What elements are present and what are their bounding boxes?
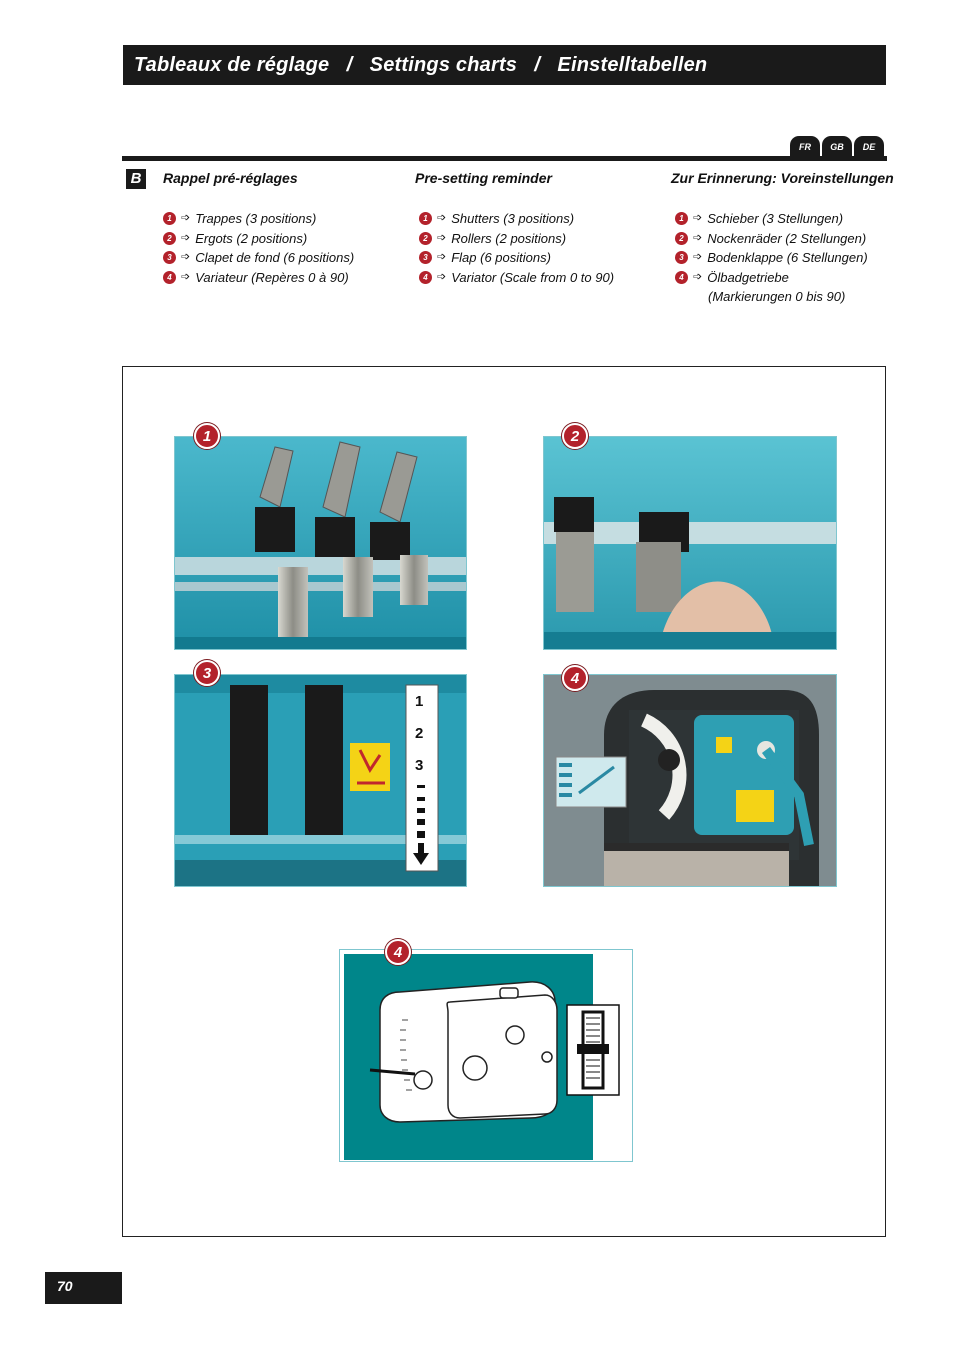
flap-scale-3: 3 [415, 757, 424, 774]
list-item [419, 268, 614, 288]
list-de [675, 209, 868, 307]
figure-badge-4: 4 [562, 665, 588, 691]
list-item [163, 209, 354, 229]
number-3-icon: 3 [163, 251, 176, 264]
flap-scale-1: 1 [415, 693, 424, 710]
lang-tab-de: DE [854, 136, 884, 157]
figure-badge-1: 1 [194, 423, 220, 449]
flap-scale-marks [413, 785, 431, 867]
number-2-icon: 2 [675, 232, 688, 245]
arrow-right-icon: ➩ [181, 231, 191, 244]
list-item-label: Flap (6 positions) [451, 250, 551, 265]
number-2-icon: 2 [163, 232, 176, 245]
list-item-continuation: (Markierungen 0 bis 90) [708, 289, 846, 304]
page-number: 70 [45, 1272, 122, 1304]
heading-de: Zur Erinnerung: Voreinstellungen [671, 170, 894, 186]
section-letter: B [126, 169, 146, 189]
list-item-label: Bodenklappe (6 Stellungen) [707, 250, 868, 265]
lang-tab-gb: GB [822, 136, 852, 157]
arrow-right-icon: ➩ [693, 212, 703, 224]
variator-photo [543, 674, 837, 887]
list-item-label: Rollers (2 positions) [451, 230, 567, 246]
list-item [419, 209, 614, 229]
list-item-label: Shutters (3 positions) [451, 211, 575, 226]
arrow-right-icon: ➩ [437, 270, 447, 283]
arrow-right-icon: ➩ [437, 212, 447, 224]
arrow-right-icon: ➩ [181, 251, 191, 263]
heading-gb: Pre-setting reminder [415, 170, 552, 186]
arrow-right-icon: ➩ [437, 231, 447, 244]
flap-photo [174, 674, 467, 887]
arrow-right-icon: ➩ [693, 270, 703, 283]
list-item-label: Variateur (Repères 0 à 90) [195, 269, 349, 285]
heading-fr: Rappel pré-réglages [163, 170, 298, 186]
variator-drawing [339, 949, 633, 1162]
rollers-photo [543, 436, 837, 650]
lang-tab-fr: FR [790, 136, 820, 157]
number-3-icon: 3 [419, 251, 432, 264]
arrow-right-icon: ➩ [693, 251, 703, 263]
flap-scale-2: 2 [415, 725, 424, 742]
number-3-icon: 3 [675, 251, 688, 264]
number-4-icon: 4 [163, 271, 176, 284]
list-item-label: Ergots (2 positions) [195, 230, 308, 246]
number-4-icon: 4 [675, 271, 688, 284]
page-title: Tableaux de réglage / Settings charts / Einstelltabellen [123, 45, 886, 85]
figure-badge-4-drawing: 4 [385, 939, 411, 965]
number-4-icon: 4 [419, 271, 432, 284]
list-item [675, 229, 868, 249]
arrow-right-icon: ➩ [181, 270, 191, 283]
list-item [163, 268, 354, 288]
section-rule [122, 156, 887, 161]
figure-badge-2: 2 [562, 423, 588, 449]
list-item-label: Variator (Scale from 0 to 90) [451, 269, 615, 285]
list-item [419, 229, 614, 249]
figure-badge-3: 3 [194, 660, 220, 686]
list-item [419, 248, 614, 268]
arrow-right-icon: ➩ [693, 231, 703, 244]
list-item-label: Nockenräder (2 Stellungen) [707, 230, 867, 246]
list-item-label: Schieber (3 Stellungen) [707, 211, 844, 226]
number-1-icon: 1 [419, 212, 432, 225]
list-fr [163, 209, 354, 287]
number-1-icon: 1 [163, 212, 176, 225]
list-item [163, 248, 354, 268]
number-2-icon: 2 [419, 232, 432, 245]
language-tabs [790, 136, 884, 157]
list-item-label: Trappes (3 positions) [195, 211, 317, 226]
list-item [675, 209, 868, 229]
list-item-label: Ölbadgetriebe [707, 269, 789, 285]
arrow-right-icon: ➩ [181, 212, 191, 224]
list-item-label: Clapet de fond (6 positions) [195, 250, 355, 265]
list-gb [419, 209, 614, 287]
list-item [675, 248, 868, 268]
shutters-photo [174, 436, 467, 650]
list-item [163, 229, 354, 249]
number-1-icon: 1 [675, 212, 688, 225]
arrow-right-icon: ➩ [437, 251, 447, 263]
list-item [675, 268, 868, 288]
